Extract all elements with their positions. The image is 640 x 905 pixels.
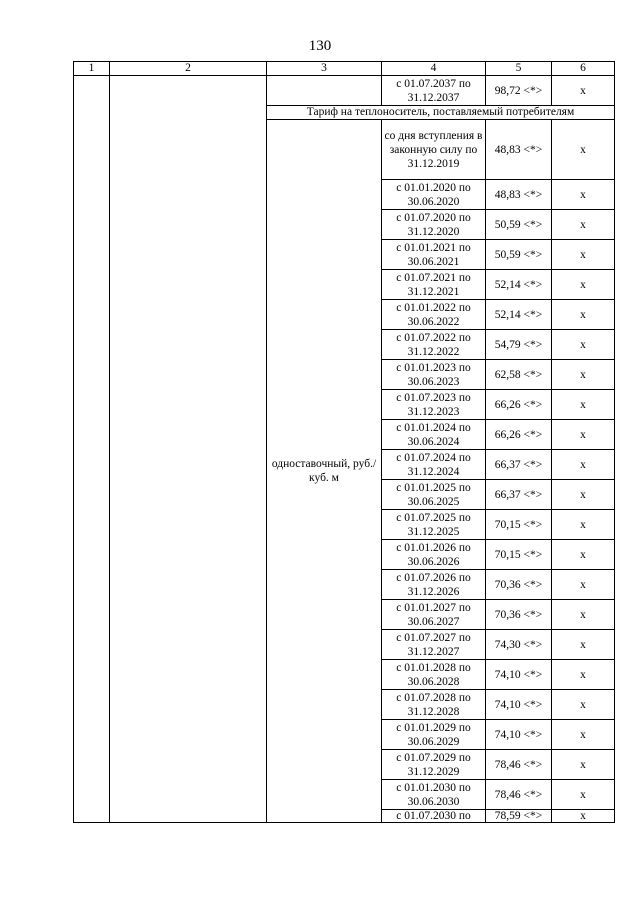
value-cell: 66,37 <*>: [486, 450, 552, 480]
value-cell: 52,14 <*>: [486, 270, 552, 300]
mark-cell: х: [552, 480, 615, 510]
tariff-table: [73, 61, 615, 823]
value-cell: 78,46 <*>: [486, 780, 552, 810]
value-cell: 66,26 <*>: [486, 390, 552, 420]
value-cell: 48,83 <*>: [486, 180, 552, 210]
period-cell: с 01.01.2023 по 30.06.2023: [382, 360, 486, 390]
mark-cell: х: [552, 450, 615, 480]
mark-cell: х: [552, 570, 615, 600]
value-cell: 70,36 <*>: [486, 600, 552, 630]
mark-cell: х: [552, 630, 615, 660]
mark-cell: х: [552, 240, 615, 270]
section-title: Тариф на теплоноситель, поставляемый потребителям: [267, 106, 615, 120]
period-cell: с 01.01.2027 по 30.06.2027: [382, 600, 486, 630]
period-cell: с 01.01.2022 по 30.06.2022: [382, 300, 486, 330]
value-cell: 54,79 <*>: [486, 330, 552, 360]
value-cell: 74,10 <*>: [486, 660, 552, 690]
mark-cell: х: [552, 360, 615, 390]
period-cell: с 01.01.2026 по 30.06.2026: [382, 540, 486, 570]
value-cell: 74,10 <*>: [486, 720, 552, 750]
column-header-1: 1: [74, 62, 110, 76]
period-cell: с 01.07.2037 по 31.12.2037: [382, 76, 486, 106]
period-cell: с 01.07.2023 по 31.12.2023: [382, 390, 486, 420]
header-row: [74, 62, 615, 76]
mark-cell: х: [552, 600, 615, 630]
period-cell: с 01.01.2021 по 30.06.2021: [382, 240, 486, 270]
value-cell: 62,58 <*>: [486, 360, 552, 390]
value-cell: 98,72 <*>: [486, 76, 552, 106]
period-cell: с 01.01.2028 по 30.06.2028: [382, 660, 486, 690]
value-cell: 48,83 <*>: [486, 120, 552, 180]
period-cell: с 01.07.2030 по: [382, 810, 486, 823]
mark-cell: х: [552, 390, 615, 420]
period-cell: с 01.01.2029 по 30.06.2029: [382, 720, 486, 750]
mark-cell: х: [552, 270, 615, 300]
mark-cell: х: [552, 180, 615, 210]
mark-cell: х: [552, 660, 615, 690]
mark-cell: х: [552, 780, 615, 810]
period-cell: с 01.07.2021 по 31.12.2021: [382, 270, 486, 300]
tariff-type-cell: одноставочный, руб./куб. м: [267, 120, 382, 823]
mark-cell: х: [552, 420, 615, 450]
value-cell: 50,59 <*>: [486, 210, 552, 240]
value-cell: 66,26 <*>: [486, 420, 552, 450]
mark-cell: х: [552, 690, 615, 720]
value-cell: 66,37 <*>: [486, 480, 552, 510]
period-cell: с 01.07.2028 по 31.12.2028: [382, 690, 486, 720]
mark-cell: х: [552, 76, 615, 106]
value-cell: 52,14 <*>: [486, 300, 552, 330]
mark-cell: х: [552, 210, 615, 240]
period-cell: с 01.01.2024 по 30.06.2024: [382, 420, 486, 450]
value-cell: 78,59 <*>: [486, 810, 552, 823]
value-cell: 74,30 <*>: [486, 630, 552, 660]
column-header-4: 4: [382, 62, 486, 76]
mark-cell: х: [552, 300, 615, 330]
value-cell: 74,10 <*>: [486, 690, 552, 720]
mark-cell: х: [552, 720, 615, 750]
period-cell: с 01.01.2025 по 30.06.2025: [382, 480, 486, 510]
period-cell: с 01.07.2027 по 31.12.2027: [382, 630, 486, 660]
column-2-cell: [110, 76, 267, 823]
column-header-2: 2: [110, 62, 267, 76]
value-cell: 70,15 <*>: [486, 540, 552, 570]
column-header-6: 6: [552, 62, 615, 76]
value-cell: 78,46 <*>: [486, 750, 552, 780]
value-cell: 50,59 <*>: [486, 240, 552, 270]
value-cell: 70,36 <*>: [486, 570, 552, 600]
column-header-5: 5: [486, 62, 552, 76]
table-row: [74, 76, 615, 106]
period-cell: с 01.07.2024 по 31.12.2024: [382, 450, 486, 480]
period-cell: с 01.01.2020 по 30.06.2020: [382, 180, 486, 210]
mark-cell: х: [552, 810, 615, 823]
period-cell: с 01.07.2020 по 31.12.2020: [382, 210, 486, 240]
column-header-3: 3: [267, 62, 382, 76]
value-cell: 70,15 <*>: [486, 510, 552, 540]
mark-cell: х: [552, 510, 615, 540]
period-cell: с 01.07.2029 по 31.12.2029: [382, 750, 486, 780]
column-3-cell: [267, 76, 382, 106]
column-1-cell: [74, 76, 110, 823]
page-number: 130: [308, 38, 332, 54]
period-cell: со дня вступления в законную силу по 31.12.2019: [382, 120, 486, 180]
period-cell: с 01.07.2025 по 31.12.2025: [382, 510, 486, 540]
mark-cell: х: [552, 540, 615, 570]
mark-cell: х: [552, 330, 615, 360]
period-cell: с 01.07.2022 по 31.12.2022: [382, 330, 486, 360]
mark-cell: х: [552, 750, 615, 780]
period-cell: с 01.07.2026 по 31.12.2026: [382, 570, 486, 600]
period-cell: с 01.01.2030 по 30.06.2030: [382, 780, 486, 810]
mark-cell: х: [552, 120, 615, 180]
